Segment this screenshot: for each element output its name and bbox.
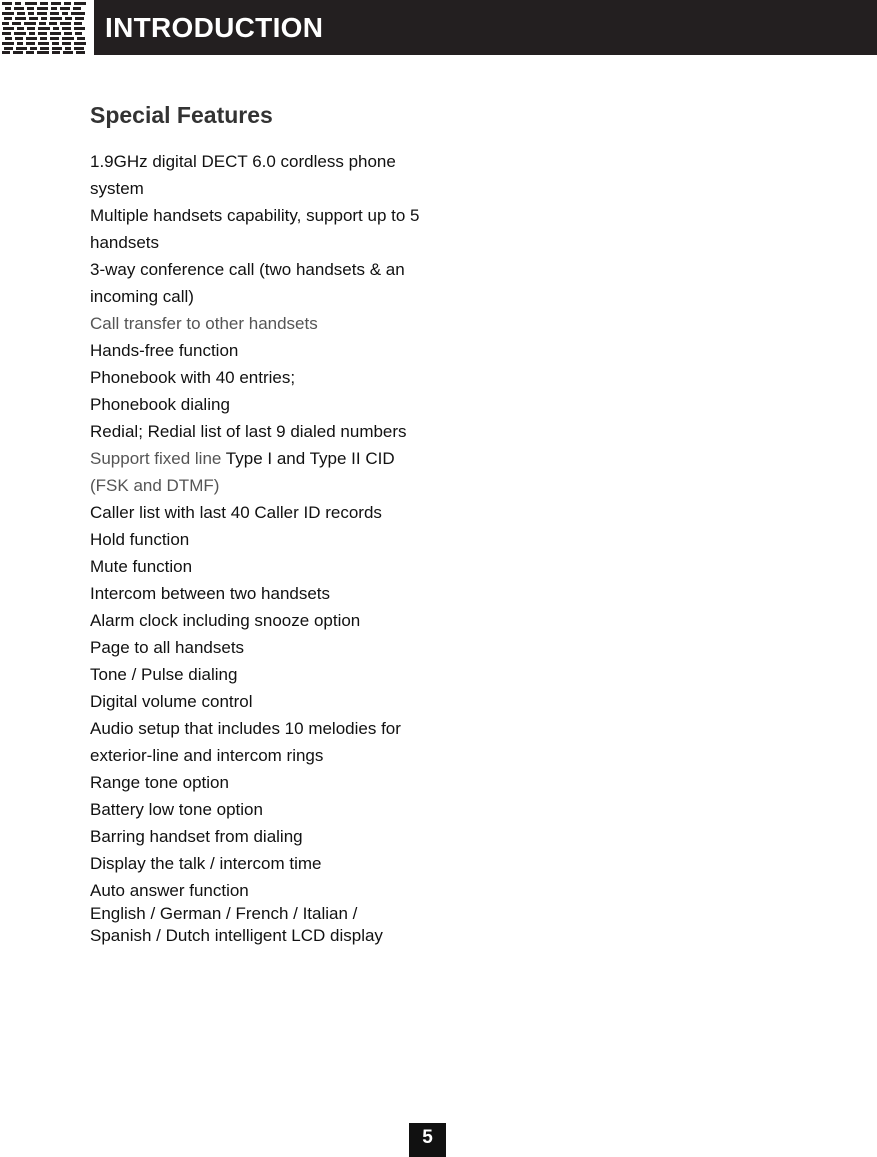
feature-item: Battery low tone option <box>90 800 263 819</box>
feature-item-part: Support fixed line <box>90 449 222 468</box>
feature-item: Barring handset from dialing <box>90 827 303 846</box>
page-title: INTRODUCTION <box>105 12 324 43</box>
feature-item: Hands-free function <box>90 341 239 360</box>
feature-item: Range tone option <box>90 773 229 792</box>
feature-item: Display the talk / intercom time <box>90 854 322 873</box>
feature-item: Phonebook dialing <box>90 395 230 414</box>
feature-item: Call transfer to other handsets <box>90 314 318 333</box>
feature-item <box>90 445 420 499</box>
header-pattern-logo <box>0 0 89 55</box>
page-number: 5 <box>409 1123 446 1157</box>
feature-item: Digital volume control <box>90 692 253 711</box>
feature-item: Intercom between two handsets <box>90 584 331 603</box>
feature-item: Alarm clock including snooze option <box>90 611 361 630</box>
feature-item: Audio setup that includes 10 melodies for exterior-line and intercom rings <box>90 719 401 765</box>
feature-item: Auto answer function <box>90 881 249 900</box>
feature-item: Multiple handsets capability, support up to 5 handsets <box>90 206 420 252</box>
feature-item: Mute function <box>90 557 193 576</box>
feature-item: Hold function <box>90 530 190 549</box>
feature-item: 1.9GHz digital DECT 6.0 cordless phone system <box>90 152 396 198</box>
section-heading: Special Features <box>90 102 273 128</box>
feature-list <box>90 148 420 946</box>
feature-item: Page to all handsets <box>90 638 245 657</box>
feature-item: English / German / French / Italian / Spanish / Dutch intelligent LCD display <box>90 904 383 945</box>
feature-item: Redial; Redial list of last 9 dialed numbers <box>90 422 407 441</box>
feature-item: Tone / Pulse dialing <box>90 665 238 684</box>
feature-item-part: Type I and Type II CID <box>221 449 395 468</box>
feature-item-part: (FSK and DTMF) <box>90 476 220 495</box>
feature-item: 3-way conference call (two handsets & an incoming call) <box>90 260 405 306</box>
feature-item: Phonebook with 40 entries; <box>90 368 296 387</box>
feature-item: Caller list with last 40 Caller ID records <box>90 503 382 522</box>
